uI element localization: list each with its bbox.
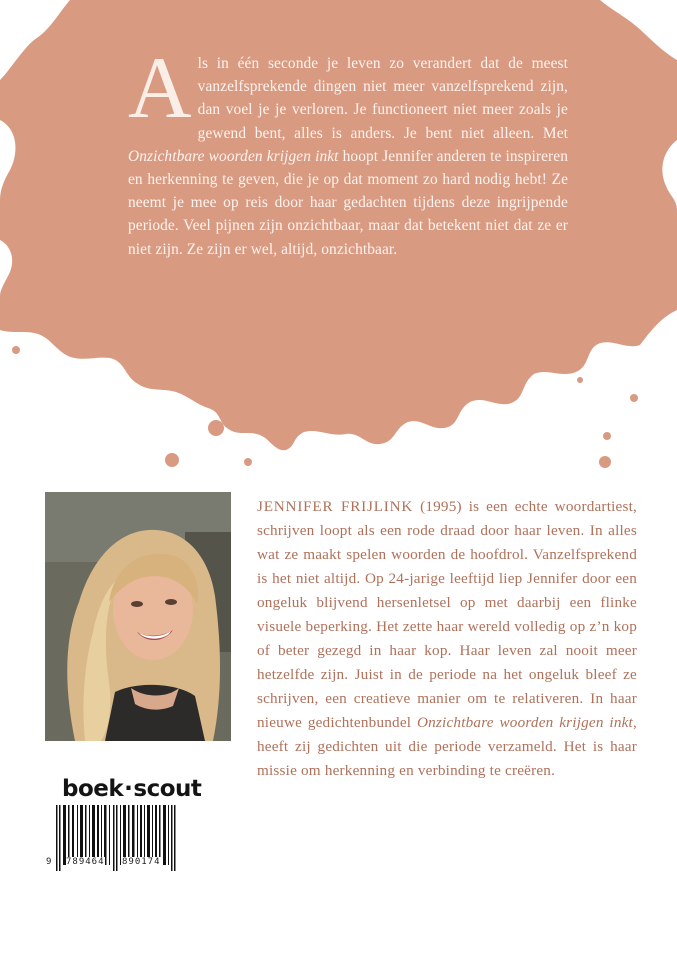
barcode-digit-prefix: 9 <box>46 857 53 867</box>
barcode <box>44 805 188 885</box>
bio-text-1: (1995) is een echte woordartiest, schrijven loopt als een rode draad door haar leven. In alles wat ze maakt spelen woorden de hoofdrol. Vanzelfsprekend is het niet altijd. Op 24-jarige leeftijd liep Jennifer door een ongeluk blijvend hersenletsel op met daarbij een flinke visuele beperking. Het zette haar wereld volledig op z’n kop of beter gezegd in haar kop. Haar leven zal nooit meer hetzelfde zijn. Juist in de periode na het ongeluk bleef ze schrijven, een creatieve manier om te relativeren. In haar nieuwe gedichtenbundel <box>257 498 637 731</box>
bio-text-2: , heeft zij gedichten uit die periode verzameld. Het is haar missie om herkenning en verbinding te creëren. <box>257 714 637 779</box>
blurb-text-2: hoopt Jennifer anderen te inspireren en herkenning te geven, die je op dat moment zo hard nodig hebt! Ze neemt je mee op reis door haar gedachten tijdens deze ingrijpende periode. Veel pijnen zijn onzichtbaar, maar dat betekent niet dat ze er niet zijn. Ze zijn er wel, altijd, onzichtbaar. <box>128 147 568 258</box>
logo-text-left: boek <box>62 776 124 802</box>
blurb-text-1: ls in één seconde je leven zo verandert dat de meest vanzelfsprekende dingen niet meer vanzelfsprekend zijn, dan voel je je verloren. Je functioneert niet meer zoals je gewend bent, alles is anders. Je bent niet alleen. Met <box>197 55 568 142</box>
author-photo <box>45 492 231 741</box>
bio-book-title-italic: Onzichtbare woorden krijgen inkt <box>416 714 633 731</box>
book-title-italic: Onzichtbare woorden krijgen inkt <box>128 147 339 165</box>
barcode-digits-left: 789464 <box>66 857 105 867</box>
author-name: JENNIFER FRIJLINK <box>257 498 414 515</box>
logo-dot: · <box>124 776 133 802</box>
logo-text-right: scout <box>133 776 202 802</box>
back-cover-blurb <box>128 40 568 261</box>
author-bio <box>257 495 637 783</box>
drop-cap: A <box>128 40 192 137</box>
publisher-logo <box>62 776 201 802</box>
barcode-digits-right: 890174 <box>122 857 161 867</box>
